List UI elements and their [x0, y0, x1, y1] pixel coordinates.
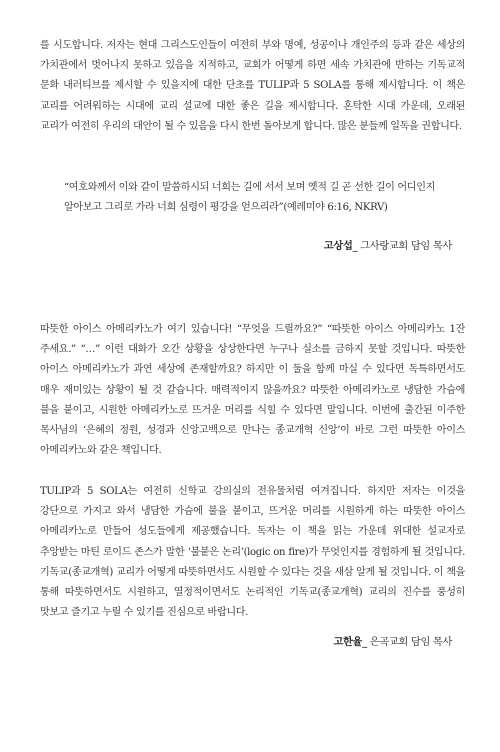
scripture-quote: “여호와께서 이와 같이 말씀하시되 너희는 길에 서서 보며 옛적 길 곧 선한 길이 어디인지 알아보고 그리로 가라 너희 심령이 평강을 얻으리라”(예레미야 6:16, NKRV)	[64, 182, 435, 214]
signature-1	[324, 237, 452, 252]
endorsement-paragraph-1: 를 시도합니다. 저자는 현대 그리스도인들이 여전히 부와 명예, 성공이나 개인주의 등과 같은 세상의 가치관에서 벗어나지 못하고 있음을 지적하고, 교회가 어떻게 하면 세속 가치관에 반하는 기독교적 문화 내러티브를 제시할 수 있을지에 대한 단초를 TULIP과 5 SOLA를 통해 제시합니다. 이 책은 교리를 어려워하는 시대에 교리 설교에 대한 좋은 길을 제시합니다. 혼탁한 시대 가운데, 오래된 교리가 여전히 우리의 대안이 될 수 있음을 다시 한번 돌아보게 합니다. 많은 분들께 일독을 권합니다.	[40, 40, 465, 132]
signature-2-name: 고한율	[333, 637, 363, 648]
signature-1-name: 고상섭	[323, 241, 353, 252]
endorsement-paragraph-2b: TULIP과 5 SOLA는 여전히 신학교 강의실의 전유물처럼 여겨집니다. 하지만 저자는 이것을 강단으로 가지고 와서 냉담한 가슴에 불을 붙이고, 뜨거운 머리를 시원하게 하는 따뜻한 아이스 아메리카노로 만들어 성도들에게 제공했습니다. 독자는 이 책을 읽는 가운데 위대한 설교자로 추앙받는 마틴 로이드 존스가 말한 ‘불붙은 논리’(logic on fire)가 무엇인지를 경험하게 될 것입니다. 기독교(종교개혁) 교리가 어떻게 따뜻하면서도 시원할 수 있다는 것을 새삼 알게 될 것입니다. 이 책을 통해 따뜻하면서도 시원하고, 열정적이면서도 논리적인 기독교(종교개혁) 교리의 진수를 풍성히 맛보고 즐기고 누릴 수 있기를 진심으로 바랍니다.	[40, 486, 465, 619]
endorsement-paragraph-2a: 따뜻한 아이스 아메리카노가 여기 있습니다! “무엇을 드릴까요?” “따뜻한 아이스 아메리카노 1잔 주세요.” “…” 이런 대화가 오간 상황을 상상한다면 누구나 실소를 금하지 못할 것입니다. 따뜻한 아이스 아메리카노가 과연 세상에 존재할까요? 하지만 이 둘을 함께 마실 수 있다면 독특하면서도 매우 재미있는 상황이 될 것 같습니다. 매력적이지 않을까요? 따뜻한 아메리카노로 냉담한 가슴에 불을 붙이고, 시원한 아메리카노로 뜨거운 머리를 식힐 수 있다면 말입니다. 이번에 출간된 이주한 목사님의 ‘은혜의 정원, 성경과 신앙고백으로 만나는 종교개혁 신앙’이 바로 그런 따뜻한 아이스 아메리카노와 같은 책입니다.	[40, 324, 465, 457]
signature-1-role: _ 그사랑교회 담임 목사	[352, 241, 452, 252]
signature-2-role: _ 은곡교회 담임 목사	[362, 637, 452, 648]
signature-2	[333, 633, 452, 648]
